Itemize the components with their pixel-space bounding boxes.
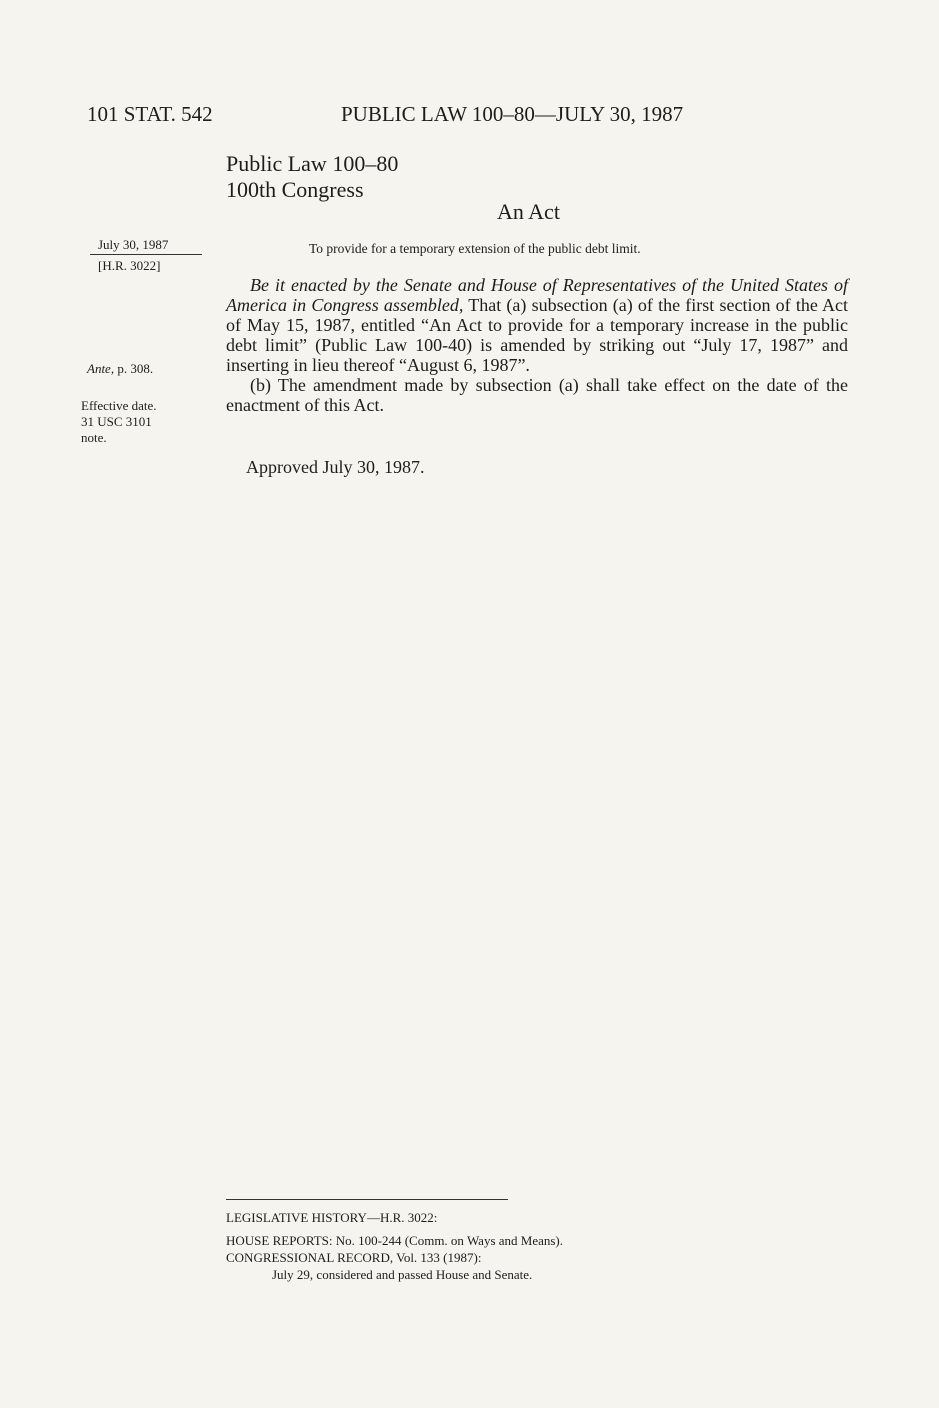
section-a-text: That (a) subsection (a) of the first section of the Act of May 15, 1987, entitled “An Act to provide for a temporary increase in the public debt limit” (Public Law 100-40) is amended by striking out “July 17, 1987” and inserting in lieu thereof “August 6, 1987”. [226, 295, 848, 375]
law-designation [226, 151, 398, 203]
act-heading: An Act [497, 199, 560, 224]
enactment-date: July 30, 1987 [98, 237, 169, 252]
ante-italic: Ante, [87, 361, 115, 376]
margin-date-block [98, 236, 196, 275]
congressional-record: CONGRESSIONAL RECORD, Vol. 133 (1987): [226, 1250, 482, 1265]
margin-effective-note [81, 398, 157, 446]
act-body [226, 275, 848, 415]
history-rule [226, 1199, 508, 1200]
history-heading: LEGISLATIVE HISTORY—H.R. 3022: [226, 1210, 438, 1225]
house-reports: HOUSE REPORTS: No. 100-244 (Comm. on Ways and Means). [226, 1233, 564, 1248]
record-entry: July 29, considered and passed House and Senate. [272, 1267, 533, 1282]
congress-number: 100th Congress [226, 177, 364, 202]
effective-date-label: Effective date. [81, 398, 157, 413]
enacting-clause: Be it enacted by the Senate and House of Representatives of the United States of America in Congress assembled, [226, 275, 848, 315]
stat-citation: 101 STAT. 542 [87, 102, 213, 126]
public-law-number: Public Law 100–80 [226, 151, 399, 176]
approval-line: Approved July 30, 1987. [246, 457, 425, 477]
legislative-history [226, 1209, 563, 1283]
margin-ante-note [87, 361, 153, 377]
section-a [226, 275, 848, 375]
margin-rule [90, 254, 202, 255]
usc-citation: 31 USC 3101 [81, 414, 152, 429]
bill-number: [H.R. 3022] [98, 258, 161, 273]
section-b: (b) The amendment made by subsection (a) shall take effect on the date of the enactment of this Act. [226, 375, 848, 415]
usc-note: note. [81, 430, 107, 445]
purpose-clause: To provide for a temporary extension of the public debt limit. [309, 241, 641, 256]
ante-page: p. 308. [117, 361, 154, 376]
running-header: PUBLIC LAW 100–80—JULY 30, 1987 [341, 102, 684, 126]
